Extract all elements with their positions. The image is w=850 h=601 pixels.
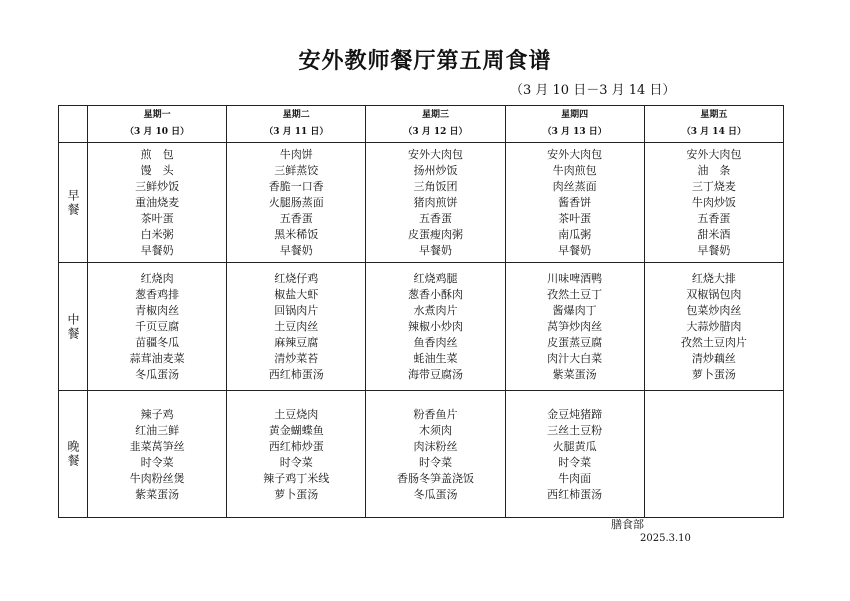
dish-item: 甜米酒 (697, 227, 731, 241)
dish-item: 肉沫粉丝 (413, 440, 458, 453)
dish-item: 茶叶蛋 (140, 211, 174, 225)
dish-item: 川味啤酒鸭 (547, 271, 603, 285)
dish-item: 千页豆腐 (135, 319, 180, 333)
dish-item: 安外大肉包 (547, 147, 603, 161)
meal-label-breakfast: 早餐 (59, 143, 88, 263)
menu-cell (88, 391, 227, 518)
dish-item: 火腿黄瓜 (552, 440, 597, 453)
menu-cell (227, 391, 366, 518)
dish-item: 时令菜 (279, 456, 313, 469)
dish-item: 白米粥 (140, 227, 174, 241)
dish-item: 煎 包 (140, 147, 174, 161)
page-title: 安外教师餐厅第五周食谱 (298, 49, 552, 74)
menu-cell (644, 263, 783, 391)
dish-item: 五香蛋 (279, 211, 313, 225)
dish-item: 水煮肉片 (413, 303, 458, 317)
dish-item: 椒盐大虾 (274, 287, 319, 301)
dish-item: 海带豆腐汤 (407, 367, 463, 381)
dish-item: 猪肉煎饼 (413, 195, 458, 209)
dish-item: 五香蛋 (418, 211, 452, 225)
dish-item: 牛肉炒饭 (691, 195, 736, 209)
dish-item: 葱香鸡排 (135, 287, 180, 301)
meal-label-dinner: 晚餐 (59, 391, 88, 518)
dish-item: 鱼香肉丝 (413, 335, 458, 349)
dish-item: 清炒藕丝 (691, 351, 736, 365)
dish-item: 麻辣豆腐 (274, 335, 319, 349)
menu-table (58, 105, 784, 518)
day-date: （3 月 14 日） (681, 127, 746, 137)
dish-item: 牛肉煎包 (552, 163, 597, 177)
dish-item: 包菜炒肉丝 (686, 303, 742, 317)
day-date: （3 月 10 日） (125, 127, 190, 137)
menu-cell (88, 263, 227, 391)
dish-item: 扬州炒饭 (413, 163, 458, 177)
day-date: （3 月 13 日） (542, 127, 607, 137)
breakfast-row (59, 143, 784, 263)
dish-item: 肉汁大白菜 (547, 351, 603, 365)
menu-cell (366, 143, 505, 263)
dish-item: 红烧鸡腿 (413, 271, 458, 285)
dish-item: 茶叶蛋 (558, 211, 592, 225)
dish-item: 辣子鸡 (140, 408, 174, 421)
dish-item: 皮蛋蒸豆腐 (547, 335, 603, 349)
dish-item: 蚝油生菜 (413, 351, 458, 365)
dish-item: 早餐奶 (697, 243, 731, 257)
dish-item: 早餐奶 (558, 243, 592, 257)
dish-item: 红烧大排 (691, 271, 736, 285)
corner-cell (59, 106, 88, 143)
dish-item: 南瓜粥 (558, 227, 592, 241)
dish-item: 三鲜炒饭 (135, 179, 180, 193)
footer-date: 2025.3.10 (640, 533, 691, 544)
dish-item: 五香蛋 (697, 211, 731, 225)
menu-cell (505, 391, 644, 518)
dish-item: 时令菜 (140, 456, 174, 469)
dish-item: 三丝土豆粉 (547, 424, 603, 437)
dish-item: 粉香鱼片 (413, 408, 458, 421)
day-header-tue (227, 106, 366, 143)
menu-cell (366, 263, 505, 391)
dish-item: 苗疆冬瓜 (135, 335, 180, 349)
dinner-row (59, 391, 784, 518)
dish-item: 早餐奶 (418, 243, 452, 257)
dish-item: 萝卜蛋汤 (274, 488, 319, 501)
dish-item: 黑米稀饭 (274, 227, 319, 241)
dish-item: 回锅肉片 (274, 303, 319, 317)
dish-item: 紫菜蛋汤 (552, 367, 597, 381)
dish-item: 香肠冬笋盖浇饭 (396, 472, 474, 485)
day-header-wed (366, 106, 505, 143)
dish-item: 三角饭团 (413, 179, 458, 193)
dish-item: 牛肉面 (558, 472, 592, 485)
dish-item: 红烧仔鸡 (274, 271, 319, 285)
dish-item: 清炒菜苔 (274, 351, 319, 365)
dish-item: 油 条 (697, 163, 731, 177)
dish-item: 早餐奶 (279, 243, 313, 257)
menu-cell (644, 391, 783, 518)
menu-cell (88, 143, 227, 263)
dish-item: 馒 头 (140, 163, 174, 177)
day-date: （3 月 12 日） (403, 127, 468, 137)
footer-department: 膳食部 (611, 518, 644, 531)
dish-item: 双椒锅包肉 (686, 287, 742, 301)
day-name: 星期五 (700, 110, 728, 120)
day-name: 星期一 (143, 110, 171, 120)
dish-item: 孜然土豆肉片 (680, 335, 747, 349)
menu-cell (505, 263, 644, 391)
dish-item: 安外大肉包 (407, 147, 463, 161)
menu-cell (227, 263, 366, 391)
day-name: 星期三 (421, 110, 449, 120)
dish-item: 火腿肠蒸面 (268, 195, 324, 209)
lunch-row (59, 263, 784, 391)
dish-item: 莴笋炒肉丝 (547, 319, 603, 333)
dish-item: 时令菜 (418, 456, 452, 469)
day-header-mon (88, 106, 227, 143)
dish-item: 西红柿蛋汤 (547, 488, 603, 501)
dish-item: 辣椒小炒肉 (407, 319, 463, 333)
dish-item: 皮蛋瘦肉粥 (407, 227, 463, 241)
header-row (59, 106, 784, 143)
dish-item: 大蒜炒腊肉 (686, 319, 742, 333)
dish-item: 三鲜蒸饺 (274, 163, 319, 177)
dish-item: 金豆炖猪蹄 (547, 408, 603, 421)
menu-cell (644, 143, 783, 263)
day-name: 星期二 (282, 110, 310, 120)
dish-item: 牛肉粉丝煲 (129, 472, 185, 485)
dish-item: 肉丝蒸面 (552, 179, 597, 193)
dish-item: 三丁烧麦 (691, 179, 736, 193)
dish-item: 香脆一口香 (268, 179, 324, 193)
dish-item: 萝卜蛋汤 (691, 367, 736, 381)
dish-item: 酱香饼 (558, 195, 592, 209)
dish-item: 土豆肉丝 (274, 319, 319, 333)
dish-item: 西红柿炒蛋 (268, 440, 324, 453)
day-name: 星期四 (561, 110, 589, 120)
dish-item: 西红柿蛋汤 (268, 367, 324, 381)
menu-cell (227, 143, 366, 263)
dish-item: 蒜茸油麦菜 (129, 351, 185, 365)
dish-item: 葱香小酥肉 (407, 287, 463, 301)
day-header-fri (644, 106, 783, 143)
dish-item: 孜然土豆丁 (547, 287, 603, 301)
dish-item: 辣子鸡丁米线 (263, 472, 330, 485)
dish-item: 黄金蝴蝶鱼 (268, 424, 324, 437)
menu-cell (505, 143, 644, 263)
dish-item: 木须肉 (418, 424, 452, 437)
dish-item: 冬瓜蛋汤 (413, 488, 458, 501)
week-date-range: （3 月 10 日－3 月 14 日） (510, 83, 676, 98)
dish-item: 重油烧麦 (135, 195, 180, 209)
dish-item: 牛肉饼 (279, 147, 313, 161)
dish-item: 青椒肉丝 (135, 303, 180, 317)
dish-item: 红烧肉 (140, 271, 174, 285)
menu-cell (366, 391, 505, 518)
day-header-thu (505, 106, 644, 143)
dish-item: 安外大肉包 (686, 147, 742, 161)
meal-label-lunch: 中餐 (59, 263, 88, 391)
dish-item: 红油三鲜 (135, 424, 180, 437)
dish-item: 时令菜 (558, 456, 592, 469)
dish-item: 韭菜莴笋丝 (129, 440, 185, 453)
dish-item: 早餐奶 (140, 243, 174, 257)
day-date: （3 月 11 日） (264, 127, 329, 137)
dish-item: 冬瓜蛋汤 (135, 367, 180, 381)
dish-item: 酱爆肉丁 (552, 303, 597, 317)
dish-item: 紫菜蛋汤 (135, 488, 180, 501)
dish-item: 土豆烧肉 (274, 408, 319, 421)
